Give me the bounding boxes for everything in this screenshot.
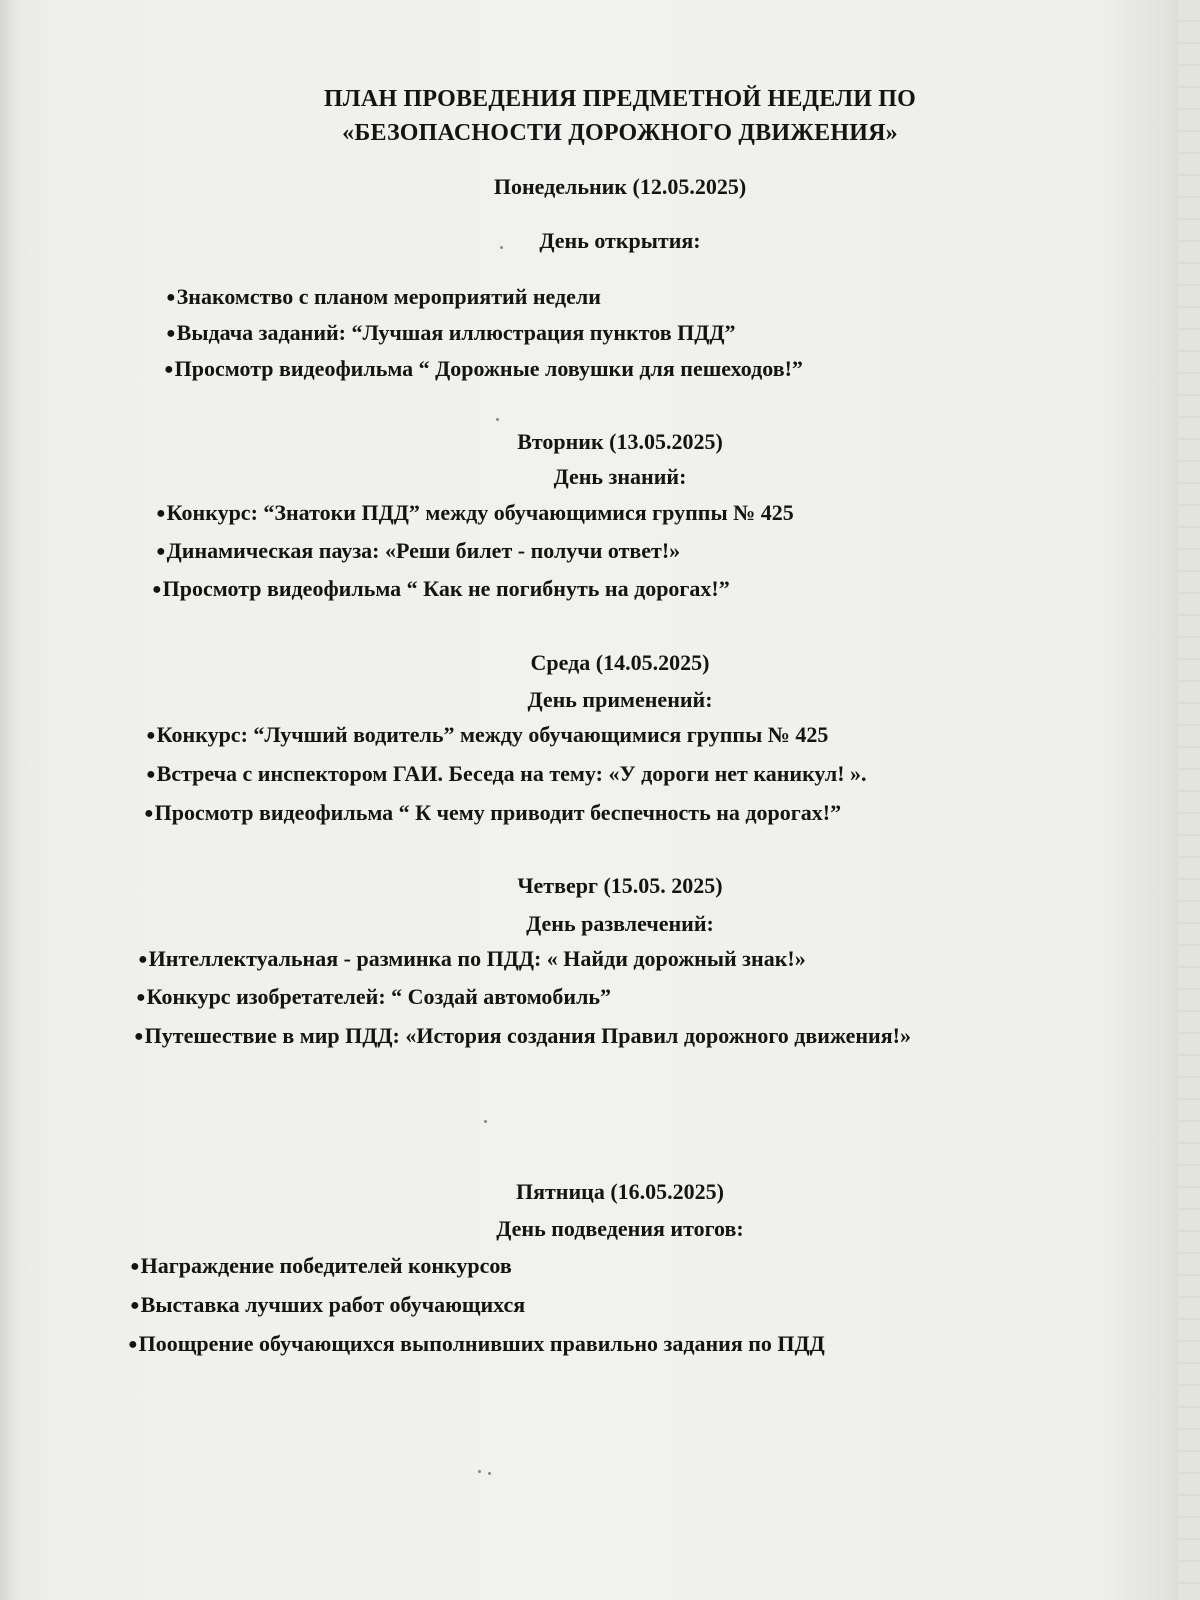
day-subtitle-thursday: День развлечений:	[526, 911, 714, 936]
day-heading-friday: Пятница (16.05.2025)	[515, 1179, 724, 1204]
paper-speck	[500, 246, 503, 249]
item-text: Награждение победителей конкурсов	[140, 1253, 512, 1278]
item-text: Поощрение обучающихся выполнивших правильно задания по ПДД	[138, 1331, 825, 1356]
list-item	[138, 940, 806, 979]
item-text: Встреча с инспектором ГАИ. Беседа на тему: «У дороги нет каникул! ».	[156, 761, 867, 786]
bullet-icon: ●	[128, 1336, 138, 1353]
item-text: Просмотр видеофильма “ Как не погибнуть на дорогах!”	[162, 576, 730, 601]
bullet-icon: ●	[134, 1028, 144, 1045]
bullet-icon: ●	[166, 289, 176, 306]
bullet-icon: ●	[130, 1297, 140, 1314]
title-line-1: ПЛАН ПРОВЕДЕНИЯ ПРЕДМЕТНОЙ НЕДЕЛИ ПО	[323, 86, 917, 112]
document-title	[0, 82, 1200, 150]
bullet-icon: ●	[156, 543, 166, 560]
list-item	[144, 794, 841, 833]
day-subtitle-wednesday: День применений:	[527, 687, 713, 712]
list-item	[134, 1017, 1014, 1056]
bullet-icon: ●	[166, 325, 176, 342]
paper-speck	[496, 418, 499, 421]
paper-speck	[488, 1472, 491, 1475]
bullet-icon: ●	[156, 505, 166, 522]
bullet-icon: ●	[136, 989, 146, 1006]
day-heading-tuesday: Вторник (13.05.2025)	[517, 429, 723, 454]
item-text: Выдача заданий: “Лучшая иллюстрация пунктов ПДД”	[176, 320, 736, 345]
list-item	[152, 570, 730, 609]
list-item	[128, 1325, 825, 1364]
bullet-icon: ●	[130, 1258, 140, 1275]
day-heading-thursday: Четверг (15.05. 2025)	[517, 873, 723, 898]
day-heading-wednesday: Среда (14.05.2025)	[530, 650, 710, 675]
bullet-icon: ●	[146, 766, 156, 783]
list-item	[166, 278, 601, 317]
paper-speck	[478, 1470, 481, 1473]
item-text: Выставка лучших работ обучающихся	[140, 1292, 526, 1317]
list-item	[146, 755, 867, 794]
item-text: Конкурс изобретателей: “ Создай автомобиль”	[146, 984, 612, 1009]
item-text: Знакомство с планом мероприятий недели	[176, 284, 601, 309]
bullet-icon: ●	[152, 581, 162, 598]
list-item	[146, 716, 828, 755]
day-subtitle-tuesday: День знаний:	[553, 464, 687, 489]
title-line-2: «БЕЗОПАСНОСТИ ДОРОЖНОГО ДВИЖЕНИЯ»	[342, 120, 898, 146]
item-text: Просмотр видеофильма “ К чему приводит беспечность на дорогах!”	[154, 800, 842, 825]
item-text: Путешествие в мир ПДД: «История создания Правил дорожного движения!»	[144, 1023, 911, 1048]
paper-speck	[484, 1120, 487, 1123]
item-text: Конкурс: “Знатоки ПДД” между обучающимися группы № 425	[166, 500, 794, 525]
list-item	[130, 1286, 525, 1325]
item-text: Динамическая пауза: «Реши билет - получи ответ!»	[166, 538, 681, 563]
list-item	[156, 532, 680, 571]
item-text: Интеллектуальная - разминка по ПДД: « Найди дорожный знак!»	[148, 946, 806, 971]
list-item	[164, 350, 803, 389]
day-subtitle-monday: День открытия:	[539, 228, 701, 253]
list-item	[156, 494, 794, 533]
list-item	[136, 978, 611, 1017]
bullet-icon: ●	[144, 805, 154, 822]
list-item	[166, 314, 736, 353]
list-item	[130, 1247, 512, 1286]
item-text: Конкурс: “Лучший водитель” между обучающимися группы № 425	[156, 722, 829, 747]
item-text: Просмотр видеофильма “ Дорожные ловушки для пешеходов!”	[174, 356, 803, 381]
day-heading-monday: Понедельник (12.05.2025)	[493, 174, 747, 199]
bullet-icon: ●	[164, 361, 174, 378]
day-subtitle-friday: День подведения итогов:	[496, 1216, 744, 1241]
bullet-icon: ●	[138, 951, 148, 968]
bullet-icon: ●	[146, 727, 156, 744]
